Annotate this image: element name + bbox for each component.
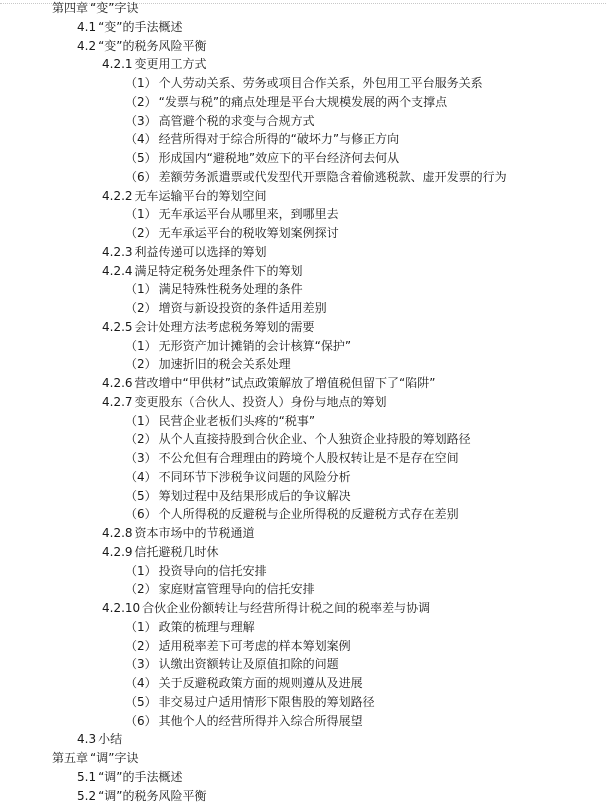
toc-entry [125,412,315,431]
toc-entry-number: （1） [125,207,157,222]
toc-entry-number: （1） [125,413,157,428]
toc-entry-number: （1） [125,338,157,353]
toc-entry [125,580,315,599]
toc-entry [125,280,303,299]
toc-entry-text: 认缴出资额转让及原值扣除的问题 [158,657,339,672]
toc-entry [125,618,255,637]
toc-entry [77,730,122,749]
toc-entry [125,693,375,712]
toc-entry-text: 个人劳动关系、劳务或项目合作关系，外包用工平台服务关系 [158,76,483,90]
toc-entry-text: 投资导向的信托安排 [158,563,267,578]
toc-entry [125,674,363,693]
toc-entry-number: （1） [125,282,157,297]
toc-entry [125,168,507,187]
toc-entry-number: 5.1 [77,769,97,784]
toc-entry-number: （6） [125,507,157,522]
toc-entry-number: （2） [125,432,157,447]
toc-entry [125,337,351,356]
toc-entry [125,112,315,131]
toc-entry [102,543,219,562]
toc-entry-text: 不公允但有合理理由的跨境个人股权转让是不是存在空间 [158,451,459,465]
toc-entry [125,712,363,731]
toc-entry-number: （5） [125,151,157,165]
toc-entry-text: 政策的梳理与理解 [158,619,255,634]
toc-entry-text: 关于反避税政策方面的规则遵从及进展 [158,676,363,690]
toc-entry-text: “调”的税务风险平衡 [98,788,207,803]
toc-entry-number: 4.2.1 [102,57,133,72]
toc-entry-text: 经营所得对于综合所得的“破坏力”与修正方向 [158,132,400,147]
toc-entry [125,505,459,524]
toc-entry-text: 会计处理方法考虑税务筹划的需要 [134,319,315,334]
toc-entry-text: 营改增中“甲供材”试点政策解放了增值税但留下了“陷阱” [134,376,436,390]
toc-entry-number: 4.2.4 [102,263,133,278]
toc-entry-number: 4.3 [77,732,97,747]
toc-entry-text: 个人所得税的反避税与企业所得税的反避税方式存在差别 [158,507,459,522]
toc-entry-text: 变更用工方式 [134,57,207,72]
toc-entry-text: “调”字诀 [90,751,139,765]
toc-entry [102,318,315,337]
toc-entry [102,524,255,543]
toc-entry-text: 无车承运平台从哪里来，到哪里去 [158,207,339,222]
toc-entry-text: 无车承运平台的税收筹划案例探讨 [158,226,339,240]
toc-entry-number: （2） [125,226,157,240]
toc-entry-number: （3） [125,451,157,465]
toc-entry-number: 4.1 [77,19,97,34]
toc-entry-number: 第四章 [52,1,89,15]
toc-entry [102,393,387,412]
toc-entry [102,262,303,281]
toc-entry-number: （3） [125,113,157,128]
toc-entry-text: 资本市场中的节税通道 [134,526,255,540]
toc-entry-number: （5） [125,488,157,503]
toc-entry [125,74,483,93]
toc-entry-number: （5） [125,694,157,709]
toc-entry-number: （6） [125,169,157,184]
toc-entry [125,655,339,674]
toc-entry-text: 小结 [98,732,123,747]
toc-entry [125,224,339,243]
toc-entry [102,599,430,618]
toc-entry [125,130,399,149]
toc-entry [102,374,435,393]
toc-entry-text: 适用税率差下可考虑的样本筹划案例 [158,638,351,653]
toc-entry-text: 民营企业老板们头疼的“税事” [158,413,316,428]
toc-entry [125,149,399,168]
toc-entry-text: 差额劳务派遣票或代发型代开票隐含着偷逃税款、虚开发票的行为 [158,169,507,184]
toc-entry-text: 家庭财富管理导向的信托安排 [158,582,315,597]
toc-entry-text: 满足特殊性税务处理的条件 [158,282,303,297]
toc-entry-text: 不同环节下涉税争议问题的风险分析 [158,469,351,484]
toc-entry-number: （3） [125,657,157,672]
toc-entry-text: 无形资产加计摊销的会计核算“保护” [158,338,352,353]
toc-entry [125,487,351,506]
toc-entry [52,0,138,18]
toc-entry-text: 合伙企业份额转让与经营所得计税之间的税率差与协调 [142,601,431,615]
toc-entry-text: “变”的税务风险平衡 [98,38,207,53]
toc-entry-number: 4.2.10 [102,601,141,615]
toc-entry [77,768,183,787]
toc-entry-number: 5.2 [77,788,97,803]
toc-entry [102,187,267,206]
toc-entry [125,468,351,487]
toc-entry-text: 信托避税几时休 [134,544,219,559]
toc-entry-number: （1） [125,619,157,634]
toc-entry-text: 加速折旧的税会关系处理 [158,357,291,372]
toc-entry-text: “变”的手法概述 [98,19,183,34]
toc-entry [125,355,291,374]
toc-entry-number: （2） [125,94,157,109]
toc-entry [125,299,327,318]
toc-entry-text: “发票与税”的痛点处理是平台大规模发展的两个支撑点 [158,94,448,109]
toc-entry-text: 非交易过户适用情形下限售股的筹划路径 [158,694,375,709]
toc-entry-text: 高管避个税的求变与合规方式 [158,113,315,128]
toc-entry [102,55,207,74]
toc-entry-number: 4.2.9 [102,544,133,559]
toc-entry-text: 其他个人的经营所得并入综合所得展望 [158,713,363,728]
toc-entry-text: 满足特定税务处理条件下的筹划 [134,263,303,278]
toc-entry [125,205,339,224]
toc-entry-text: “调”的手法概述 [98,769,183,784]
toc-entry-number: 第五章 [52,751,89,765]
toc-entry-number: （6） [125,713,157,728]
toc-entry [77,37,207,56]
toc-entry [125,637,351,656]
toc-entry-number: （2） [125,357,157,372]
toc-entry-text: 无车运输平台的筹划空间 [134,188,267,203]
toc-entry-number: （4） [125,676,157,690]
toc-entry-text: 利益传递可以选择的筹划 [134,244,267,259]
toc-entry-number: （4） [125,132,157,147]
toc-entry-number: （2） [125,301,157,315]
toc-entry [77,787,207,806]
toc-entry-number: 4.2.6 [102,376,133,390]
toc-entry-text: 增资与新设投资的条件适用差别 [158,301,327,315]
toc-entry [125,430,471,449]
toc-entry [52,749,138,768]
toc-entry-number: （4） [125,469,157,484]
toc-entry [125,93,447,112]
toc-entry-number: 4.2.2 [102,188,133,203]
toc-entry-number: 4.2.8 [102,526,133,540]
toc-entry-number: 4.2.5 [102,319,133,334]
toc-entry-text: 筹划过程中及结果形成后的争议解决 [158,488,351,503]
toc-entry-number: （2） [125,638,157,653]
toc-entry-number: （1） [125,563,157,578]
toc-entry-number: 4.2.3 [102,244,133,259]
toc-entry-text: “变”字诀 [90,1,139,15]
toc-entry-text: 形成国内“避税地”效应下的平台经济何去何从 [158,151,400,165]
toc-entry [102,243,267,262]
toc-entry-number: 4.2 [77,38,97,53]
toc-entry-number: （1） [125,76,157,90]
toc-entry [125,449,459,468]
toc-entry-text: 从个人直接持股到合伙企业、个人独资企业持股的筹划路径 [158,432,471,447]
toc-entry [125,562,267,581]
toc-entry-text: 变更股东（合伙人、投资人）身份与地点的筹划 [134,394,387,409]
toc-entry-number: （2） [125,582,157,597]
toc-entry-number: 4.2.7 [102,394,133,409]
toc-entry [77,18,183,37]
